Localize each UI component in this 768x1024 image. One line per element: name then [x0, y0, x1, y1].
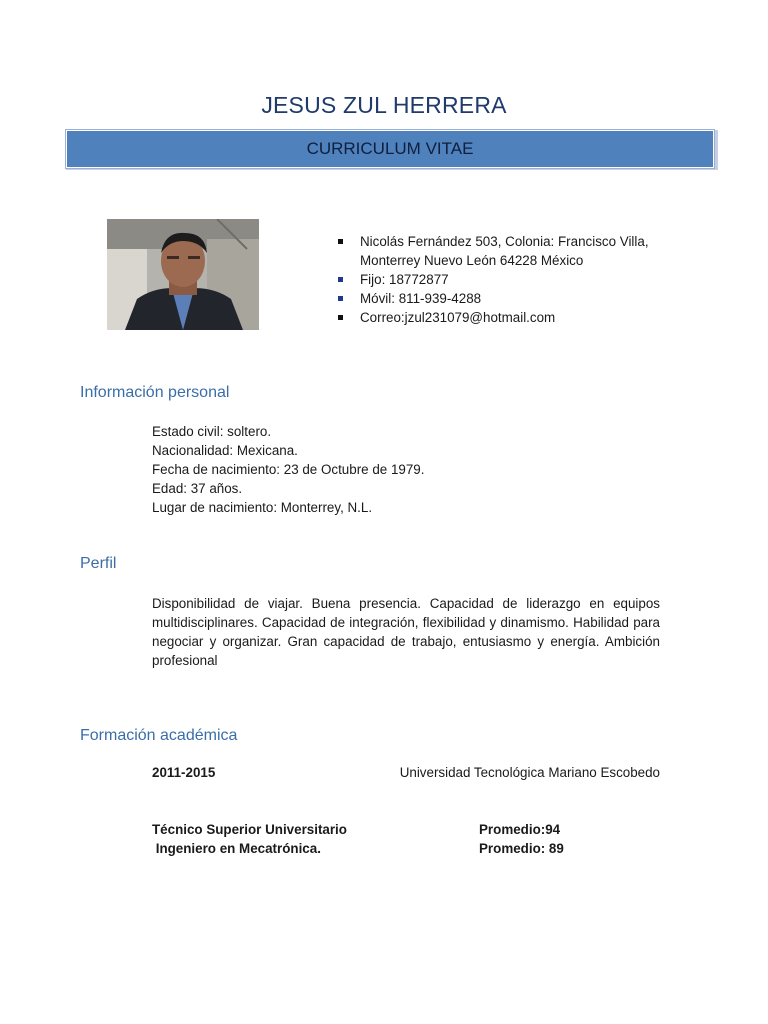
personal-line: Estado civil: soltero.: [152, 424, 272, 439]
profile-photo: [107, 219, 259, 330]
contact-fijo: [338, 270, 668, 289]
phone-movil: Móvil: 811-939-4288: [360, 291, 482, 306]
profile-photo-illustration: [107, 219, 259, 330]
perfil-text: Disponibilidad de viajar. Buena presencia. Capacidad de liderazgo en equipos multidisciplinares. Capacidad de integración, flexibilidad y dinamismo. Habilidad para negociar y organizar. Gran capacidad de trabajo, entusiasmo y energía. Ambición profesional: [152, 596, 660, 668]
phone-fijo: Fijo: 18772877: [360, 272, 449, 287]
cv-name: JESUS ZUL HERRERA: [261, 92, 507, 118]
section-title-personal: Información personal: [80, 384, 230, 401]
degree-grade: Promedio: 89: [479, 841, 564, 856]
education-years: 2011-2015: [152, 765, 216, 780]
degree-grade: Promedio:94: [479, 822, 561, 837]
degree-name: Técnico Superior Universitario: [152, 822, 347, 837]
contact-address: [338, 232, 668, 270]
personal-info-block: [152, 422, 660, 517]
bullet-square-icon: [338, 239, 343, 244]
contact-movil: [338, 289, 668, 308]
cv-title-banner: [66, 130, 714, 168]
email: Correo:jzul231079@hotmail.com: [360, 310, 556, 325]
contact-list: [338, 232, 668, 327]
degree-name: Ingeniero en Mecatrónica.: [152, 841, 321, 856]
address-line2: Monterrey Nuevo León 64228 México: [360, 253, 584, 268]
personal-line: Nacionalidad: Mexicana.: [152, 443, 298, 458]
personal-line: Lugar de nacimiento: Monterrey, N.L.: [152, 500, 373, 515]
personal-line: Fecha de nacimiento: 23 de Octubre de 1979.: [152, 462, 425, 477]
section-title-perfil: Perfil: [80, 555, 117, 572]
education-institution: Universidad Tecnológica Mariano Escobedo: [399, 765, 660, 780]
contact-correo: [338, 308, 668, 327]
address-line1: Nicolás Fernández 503, Colonia: Francisco Villa,: [360, 234, 649, 249]
bullet-square-icon: [338, 296, 343, 301]
bullet-square-icon: [338, 277, 343, 282]
cv-subtitle: CURRICULUM VITAE: [306, 139, 474, 158]
bullet-square-icon: [338, 315, 343, 320]
section-title-formacion: Formación académica: [80, 727, 238, 744]
personal-line: Edad: 37 años.: [152, 481, 243, 496]
